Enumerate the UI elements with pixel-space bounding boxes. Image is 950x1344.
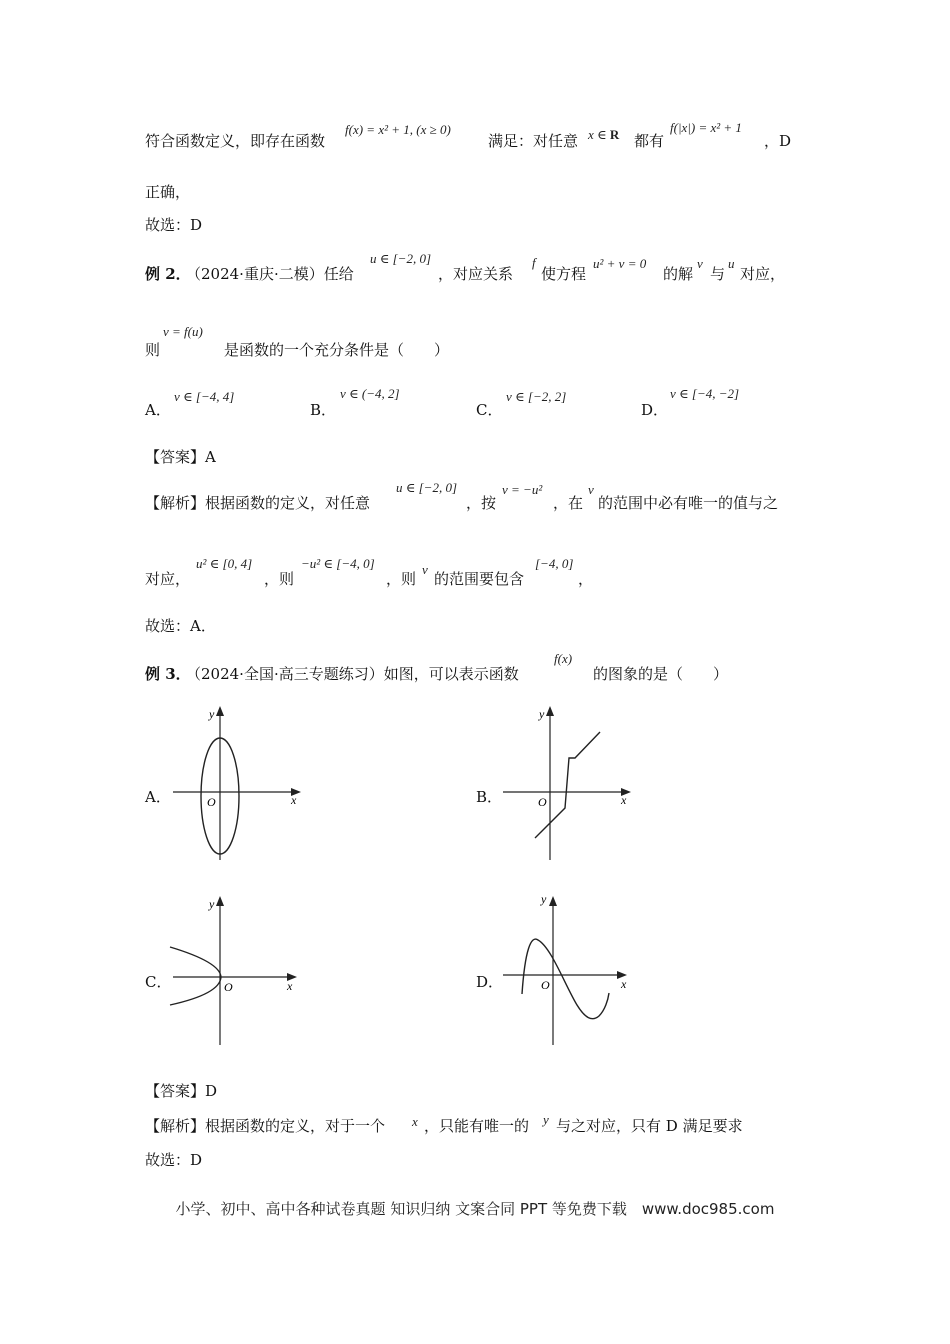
text: 是函数的一个充分条件是（ ） (224, 341, 450, 359)
origin-label: O (538, 795, 547, 809)
origin-label: O (207, 795, 216, 809)
page-footer: 小学、初中、高中各种试卷真题 知识归纳 文案合同 PPT 等免费下载 www.doc985.com (175, 1200, 775, 1218)
text: 对应， (740, 265, 786, 283)
math-expression (588, 127, 619, 143)
y-label: y (209, 897, 215, 911)
text: 正确， (145, 183, 191, 201)
graph-c (165, 890, 315, 1055)
math-expression: f(x) = x² + 1, (x ≥ 0) (345, 122, 451, 137)
option-b-expr: v ∈ (−4, 2] (340, 386, 400, 401)
text: ，则 (264, 570, 295, 588)
text: 满足：对任意 (488, 132, 579, 150)
y-arrow-icon (216, 896, 224, 906)
graph-a (165, 700, 315, 865)
text: （2024·全国·高三专题练习）如图，可以表示函数 (186, 665, 519, 683)
example-label: 例 2． (145, 265, 191, 283)
math-expression: u² + v = 0 (593, 256, 647, 271)
step-curve (535, 732, 600, 838)
option-a-expr: v ∈ [−4, 4] (174, 389, 235, 404)
text: 的图象的是（ ） (593, 665, 729, 683)
math-expression: v (422, 562, 428, 577)
math-part: x ∈ (588, 127, 610, 142)
math-expression: y (543, 1112, 549, 1127)
cubic-curve (522, 939, 609, 1019)
math-expression: v = −u² (502, 482, 543, 497)
text: 故选：D (145, 216, 203, 234)
math-expression: [−4, 0] (535, 556, 574, 571)
text: ，只能有唯一的 (424, 1117, 530, 1135)
text: ，按 (466, 494, 497, 512)
math-expression: v (588, 482, 594, 497)
math-expression: u ∈ [−2, 0] (396, 480, 458, 495)
option-d-letter: D． (641, 401, 669, 419)
origin-label: O (541, 978, 550, 992)
math-part: R (609, 127, 620, 142)
text: 对应， (145, 570, 191, 588)
text: 符合函数定义，即存在函数 (145, 132, 326, 150)
parabola-curve (170, 947, 221, 1005)
math-expression: x (412, 1114, 418, 1129)
graph-c-letter: C． (145, 973, 172, 991)
option-d-expr: v ∈ [−4, −2] (670, 386, 740, 401)
text: 都有 (634, 132, 665, 150)
graph-b (495, 700, 645, 865)
math-expression: v = f(u) (163, 324, 203, 339)
graph-a-letter: A． (145, 788, 171, 806)
math-expression: v (697, 256, 703, 271)
y-arrow-icon (216, 706, 224, 716)
graph-d-letter: D． (476, 973, 504, 991)
y-label: y (209, 707, 215, 721)
text: 的解 (663, 265, 694, 283)
text: ，对应关系 (438, 265, 514, 283)
x-label: x (291, 793, 297, 807)
text: 与之对应，只有 D 满足要求 (556, 1117, 743, 1135)
text: ， (578, 570, 594, 588)
x-label: x (621, 977, 627, 991)
graph-b-letter: B． (476, 788, 503, 806)
text-line (145, 131, 325, 151)
text: ，在 (553, 494, 584, 512)
text: 故选：A． (145, 617, 216, 635)
math-expression: f (532, 255, 536, 270)
text: 与 (710, 265, 726, 283)
y-label: y (541, 892, 547, 906)
text: 故选：D (145, 1151, 203, 1169)
text: 【解析】根据函数的定义，对任意 (145, 494, 371, 512)
option-c-letter: C． (476, 401, 503, 419)
x-label: x (287, 979, 293, 993)
text: ，D (764, 132, 792, 150)
x-label: x (621, 793, 627, 807)
y-arrow-icon (546, 706, 554, 716)
graph-d (495, 890, 645, 1055)
option-c-expr: v ∈ [−2, 2] (506, 389, 567, 404)
math-expression: u² ∈ [0, 4] (196, 556, 253, 571)
answer: 【答案】D (145, 1082, 218, 1100)
y-arrow-icon (549, 896, 557, 906)
math-expression: u (728, 256, 735, 271)
math-expression: −u² ∈ [−4, 0] (301, 556, 375, 571)
text: 【解析】根据函数的定义，对于一个 (145, 1117, 386, 1135)
answer: 【答案】A (145, 448, 216, 466)
math-expression: u ∈ [−2, 0] (370, 251, 432, 266)
option-a-letter: A． (145, 401, 171, 419)
option-b-letter: B． (310, 401, 337, 419)
text: 使方程 (541, 265, 587, 283)
text: ，则 (386, 570, 417, 588)
math-expression: f(|x|) = x² + 1 (670, 120, 742, 135)
origin-label: O (224, 980, 233, 994)
text: （2024·重庆·二模）任给 (186, 265, 354, 283)
y-label: y (539, 707, 545, 721)
example-label: 例 3． (145, 665, 191, 683)
text: 的范围要包含 (434, 570, 525, 588)
text: 的范围中必有唯一的值与之 (598, 494, 779, 512)
text: 则 (145, 341, 161, 359)
math-expression: f(x) (554, 651, 573, 666)
